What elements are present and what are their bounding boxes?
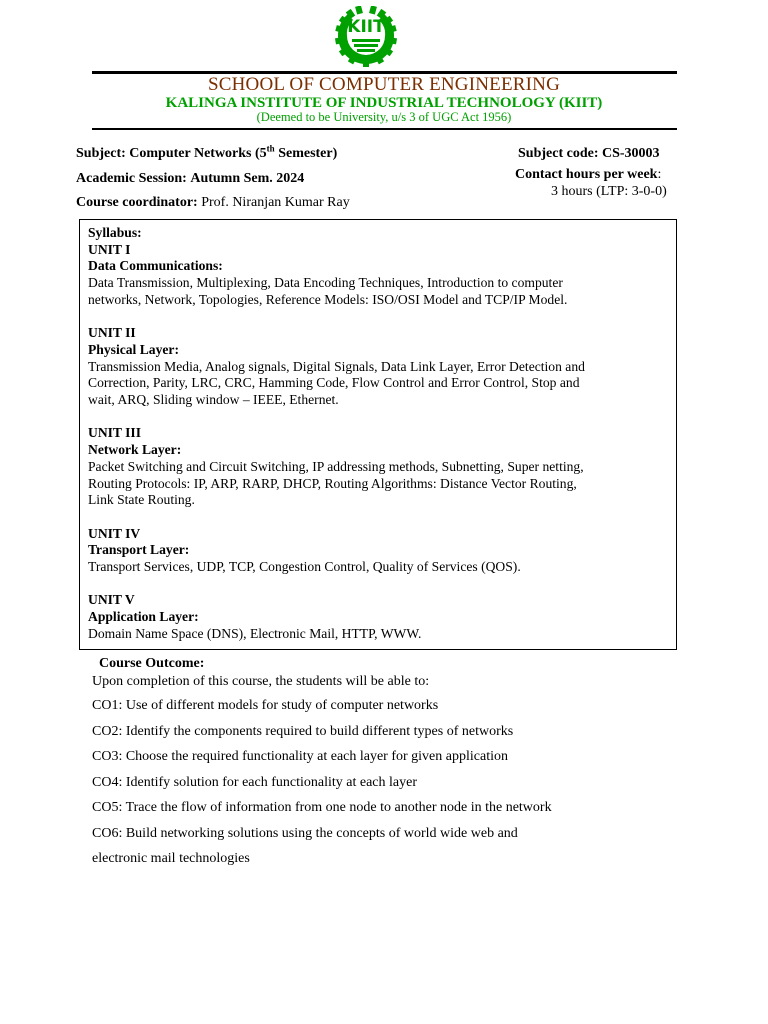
coordinator-label: Course coordinator:	[76, 195, 198, 210]
unit-topic: Transport Layer:	[88, 542, 190, 558]
unit-content-line: Link State Routing.	[88, 492, 195, 508]
unit-heading: UNIT III	[88, 425, 142, 441]
unit-content-line: Transmission Media, Analog signals, Digital Signals, Data Link Layer, Error Detection and	[88, 358, 585, 374]
syllabus-unit	[88, 425, 668, 509]
subject-code-line	[518, 146, 660, 162]
contact-hours-value: 3 hours (LTP: 3-0-0)	[551, 184, 667, 199]
syllabus-unit	[88, 526, 668, 576]
course-outcome-item: electronic mail technologies	[92, 851, 250, 866]
unit-topic: Network Layer:	[88, 442, 182, 458]
deemed-university-note: (Deemed to be University, u/s 3 of UGC Act 1956)	[256, 110, 512, 124]
course-outcome-item: CO2: Identify the components required to build different types of networks	[92, 723, 514, 739]
unit-content-line: Correction, Parity, LRC, CRC, Hamming Code, Flow Control and Error Control, Stop and	[88, 375, 580, 391]
subject-value: Computer Networks (5th Semester)	[129, 143, 338, 161]
course-outcome-list	[92, 697, 552, 876]
syllabus-unit	[88, 242, 668, 309]
course-outcome-item: CO3: Choose the required functionality at each layer for given application	[92, 749, 508, 764]
unit-content-line: wait, ARQ, Sliding window – IEEE, Ethernet.	[88, 392, 339, 408]
course-outcome-item: CO1: Use of different models for study of computer networks	[92, 698, 439, 713]
unit-topic: Physical Layer:	[88, 341, 179, 357]
unit-heading: UNIT V	[88, 592, 135, 608]
unit-content-line: Transport Services, UDP, TCP, Congestion Control, Quality of Services (QOS).	[88, 559, 521, 575]
contact-hours-label: Contact hours per week	[515, 167, 658, 182]
session-label: Academic Session:	[76, 171, 187, 186]
syllabus-box	[79, 219, 677, 650]
unit-content-line: Data Transmission, Multiplexing, Data Encoding Techniques, Introduction to computer	[88, 275, 563, 291]
coordinator-line	[76, 195, 350, 211]
syllabus-unit	[88, 325, 668, 409]
course-outcome-item: CO4: Identify solution for each functionality at each layer	[92, 774, 418, 790]
subject-line	[76, 143, 338, 162]
subject-code-label: Subject code:	[518, 146, 599, 161]
unit-topic: Data Communications:	[88, 258, 223, 274]
session-line	[76, 171, 304, 187]
unit-heading: UNIT II	[88, 325, 136, 341]
unit-heading: UNIT I	[88, 241, 131, 257]
contact-hours-colon: :	[657, 167, 662, 182]
institute-name: KALINGA INSTITUTE OF INDUSTRIAL TECHNOLOGY (KIIT)	[165, 95, 603, 111]
session-value: Autumn Sem. 2024	[190, 171, 305, 186]
course-outcome-intro: Upon completion of this course, the students will be able to:	[92, 674, 430, 689]
school-name: SCHOOL OF COMPUTER ENGINEERING	[207, 74, 561, 95]
syllabus-units	[88, 242, 668, 643]
course-outcome-item: CO6: Build networking solutions using the concepts of world wide web and	[92, 825, 518, 841]
kiit-logo	[322, 6, 410, 70]
syllabus-title: Syllabus:	[88, 225, 142, 240]
contact-hours-line	[515, 167, 661, 183]
subject-label: Subject:	[76, 146, 126, 161]
subject-code-value: CS-30003	[602, 146, 660, 161]
syllabus-content	[88, 225, 668, 643]
unit-heading: UNIT IV	[88, 525, 141, 541]
unit-content-line: networks, Network, Topologies, Reference Models: ISO/OSI Model and TCP/IP Model.	[88, 291, 568, 307]
logo-text: KIIT	[347, 17, 385, 37]
course-outcome-title: Course Outcome:	[99, 656, 205, 671]
course-outcome-item: CO5: Trace the flow of information from one node to another node in the network	[92, 800, 552, 815]
header-rule-bottom	[92, 128, 677, 130]
coordinator-value: Prof. Niranjan Kumar Ray	[201, 195, 350, 210]
syllabus-unit	[88, 592, 668, 642]
unit-content-line: Packet Switching and Circuit Switching, IP addressing methods, Subnetting, Super netting,	[88, 458, 584, 474]
unit-content-line: Routing Protocols: IP, ARP, RARP, DHCP, Routing Algorithms: Distance Vector Routing,	[88, 475, 577, 491]
unit-topic: Application Layer:	[88, 609, 199, 625]
unit-content-line: Domain Name Space (DNS), Electronic Mail, HTTP, WWW.	[88, 625, 422, 641]
